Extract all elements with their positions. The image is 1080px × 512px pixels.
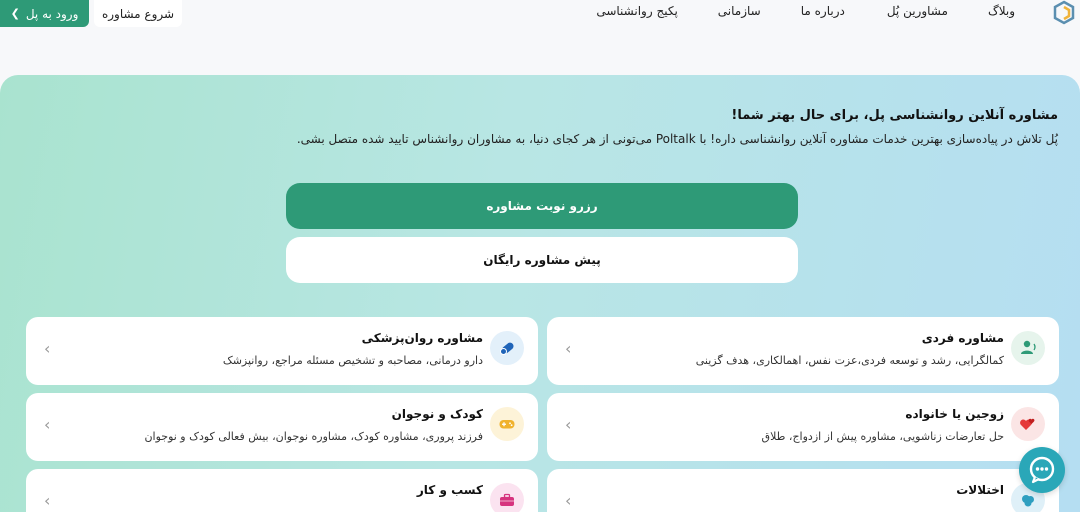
service-description: دارو درمانی، مصاحبه و تشخیص مسئله مراجع، روانپزشک: [222, 354, 483, 367]
briefcase-icon: [490, 483, 524, 512]
hero-title: مشاوره آنلاین روانشناسی پل، برای حال بهتر شما!: [731, 108, 1058, 123]
start-consultation-button[interactable]: شروع مشاوره: [94, 0, 182, 27]
person-icon: [1011, 331, 1045, 365]
chevron-left-icon: ‹: [44, 415, 51, 434]
chevron-left-icon: ❮: [10, 7, 20, 20]
chevron-left-icon: ‹: [565, 491, 572, 510]
nav-link-organizational[interactable]: سازمانی: [717, 4, 761, 18]
service-description: کمالگرایی، رشد و توسعه فردی،عزت نفس، اهمالکاری، هدف گزینی: [695, 354, 1004, 367]
service-title: کودک و نوجوان: [391, 407, 483, 421]
service-card-business[interactable]: [26, 469, 538, 512]
free-preconsultation-button[interactable]: پیش مشاوره رایگان: [286, 237, 798, 283]
service-title: مشاوره فردی: [921, 331, 1004, 345]
chat-bubble-icon: [1027, 455, 1057, 485]
top-navbar: [0, 0, 1080, 30]
service-title: مشاوره روان‌پزشکی: [361, 331, 483, 345]
service-card-psychiatry[interactable]: [26, 317, 538, 385]
nav-link-psychology-package[interactable]: پکیج روانشناسی: [596, 4, 678, 18]
login-button-label: ورود به پل: [25, 6, 79, 21]
gamepad-icon: [490, 407, 524, 441]
poltalk-logo-icon[interactable]: [1052, 0, 1076, 26]
service-description: حل تعارضات زناشویی، مشاوره پیش از ازدواج، طلاق: [761, 430, 1004, 443]
service-title: کسب و کار: [416, 483, 483, 497]
login-button[interactable]: [0, 0, 89, 27]
book-appointment-button[interactable]: رزرو نوبت مشاوره: [286, 183, 798, 229]
nav-links: [596, 4, 1015, 18]
chevron-left-icon: ‹: [565, 339, 572, 358]
hero-subtitle: پُل تلاش در پیاده‌سازی بهترین خدمات مشاوره آنلاین روانشناسی داره! با Poltalk می‌تونی از هر کجای دنیا، به مشاوران روانشناس تایید شده متصل بشی.: [296, 132, 1058, 146]
hearts-icon: [1011, 407, 1045, 441]
chevron-left-icon: ‹: [44, 491, 51, 510]
service-card-couple-family[interactable]: [547, 393, 1059, 461]
service-description: فرزند پروری، مشاوره کودک، مشاوره نوجوان، بیش فعالی کودک و نوجوان: [144, 430, 483, 443]
chevron-left-icon: ‹: [44, 339, 51, 358]
service-title: اختلالات: [956, 483, 1004, 497]
nav-link-about[interactable]: درباره ما: [800, 4, 845, 18]
pill-icon: [490, 331, 524, 365]
nav-link-counselors[interactable]: مشاورین پُل: [886, 4, 948, 18]
service-title: زوجین یا خانواده: [905, 407, 1004, 421]
chat-support-button[interactable]: [1019, 447, 1065, 493]
service-card-child-teen[interactable]: [26, 393, 538, 461]
nav-link-blog[interactable]: وبلاگ: [987, 4, 1015, 18]
chevron-left-icon: ‹: [565, 415, 572, 434]
service-card-disorders[interactable]: [547, 469, 1059, 512]
service-card-individual[interactable]: [547, 317, 1059, 385]
